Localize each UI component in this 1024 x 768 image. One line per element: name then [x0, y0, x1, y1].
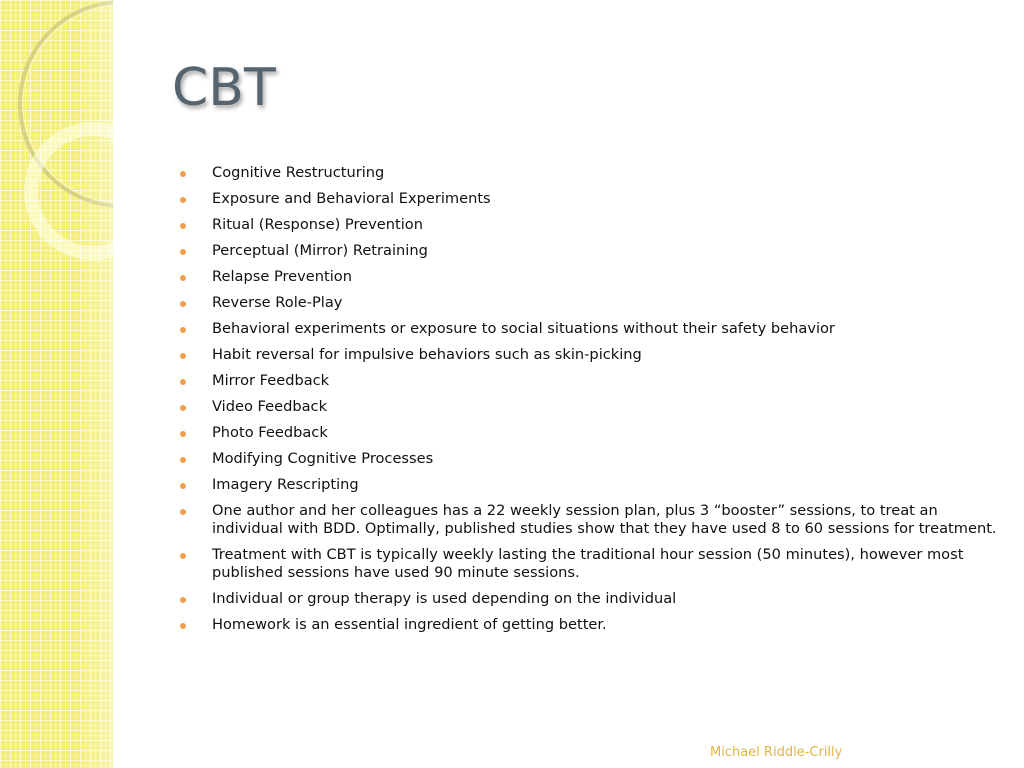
bullet-dot-icon	[180, 301, 186, 307]
bullet-dot-icon	[180, 483, 186, 489]
bullet-dot-icon	[180, 509, 186, 515]
footer-author: Michael Riddle-Crilly	[710, 745, 843, 760]
bullet-item	[180, 268, 1000, 286]
bullet-text: Modifying Cognitive Processes	[212, 450, 434, 467]
bullet-dot-icon	[180, 353, 186, 359]
bullet-text: Habit reversal for impulsive behaviors such as skin-picking	[212, 346, 642, 363]
bullet-text: Reverse Role-Play	[212, 294, 343, 311]
bullet-text: One author and her colleagues has a 22 weekly session plan, plus 3 “booster” sessions, to treat an individual with BDD. Optimally, published studies show that they have used 8 to 60 sessions for treatment.	[212, 502, 997, 537]
bullet-item	[180, 320, 1000, 338]
bullet-item	[180, 346, 1000, 364]
bullet-text: Cognitive Restructuring	[212, 164, 385, 181]
bullet-item	[180, 502, 1000, 538]
bullet-dot-icon	[180, 597, 186, 603]
bullet-text: Relapse Prevention	[212, 268, 352, 285]
bullet-text: Homework is an essential ingredient of getting better.	[212, 616, 607, 633]
bullet-item	[180, 164, 1000, 182]
bullet-text: Mirror Feedback	[212, 372, 330, 389]
bullet-item	[180, 590, 1000, 608]
bullet-dot-icon	[180, 405, 186, 411]
bullet-item	[180, 216, 1000, 234]
bullet-list	[180, 164, 1000, 642]
bullet-dot-icon	[180, 223, 186, 229]
bullet-text: Perceptual (Mirror) Retraining	[212, 242, 428, 259]
decorative-side-band	[0, 0, 113, 768]
bullet-dot-icon	[180, 197, 186, 203]
bullet-text: Photo Feedback	[212, 424, 328, 441]
bullet-text: Treatment with CBT is typically weekly lasting the traditional hour session (50 minutes), however most published sessions have used 90 minute sessions.	[212, 546, 964, 581]
bullet-dot-icon	[180, 171, 186, 177]
bullet-text: Ritual (Response) Prevention	[212, 216, 423, 233]
bullet-text: Behavioral experiments or exposure to social situations without their safety behavior	[212, 320, 835, 337]
bullet-dot-icon	[180, 457, 186, 463]
bullet-dot-icon	[180, 431, 186, 437]
bullet-item	[180, 294, 1000, 312]
bullet-dot-icon	[180, 379, 186, 385]
bullet-text: Individual or group therapy is used depending on the individual	[212, 590, 677, 607]
slide-title: CBT	[172, 58, 276, 118]
bullet-item	[180, 424, 1000, 442]
bullet-text: Exposure and Behavioral Experiments	[212, 190, 491, 207]
bullet-dot-icon	[180, 623, 186, 629]
bullet-text: Imagery Rescripting	[212, 476, 359, 493]
bullet-item	[180, 190, 1000, 208]
bullet-item	[180, 242, 1000, 260]
bullet-item	[180, 616, 1000, 634]
bullet-dot-icon	[180, 275, 186, 281]
bullet-item	[180, 398, 1000, 416]
bullet-dot-icon	[180, 249, 186, 255]
bullet-item	[180, 450, 1000, 468]
bullet-item	[180, 476, 1000, 494]
bullet-dot-icon	[180, 553, 186, 559]
bullet-text: Video Feedback	[212, 398, 328, 415]
bullet-dot-icon	[180, 327, 186, 333]
bullet-item	[180, 372, 1000, 390]
bullet-item	[180, 546, 1000, 582]
